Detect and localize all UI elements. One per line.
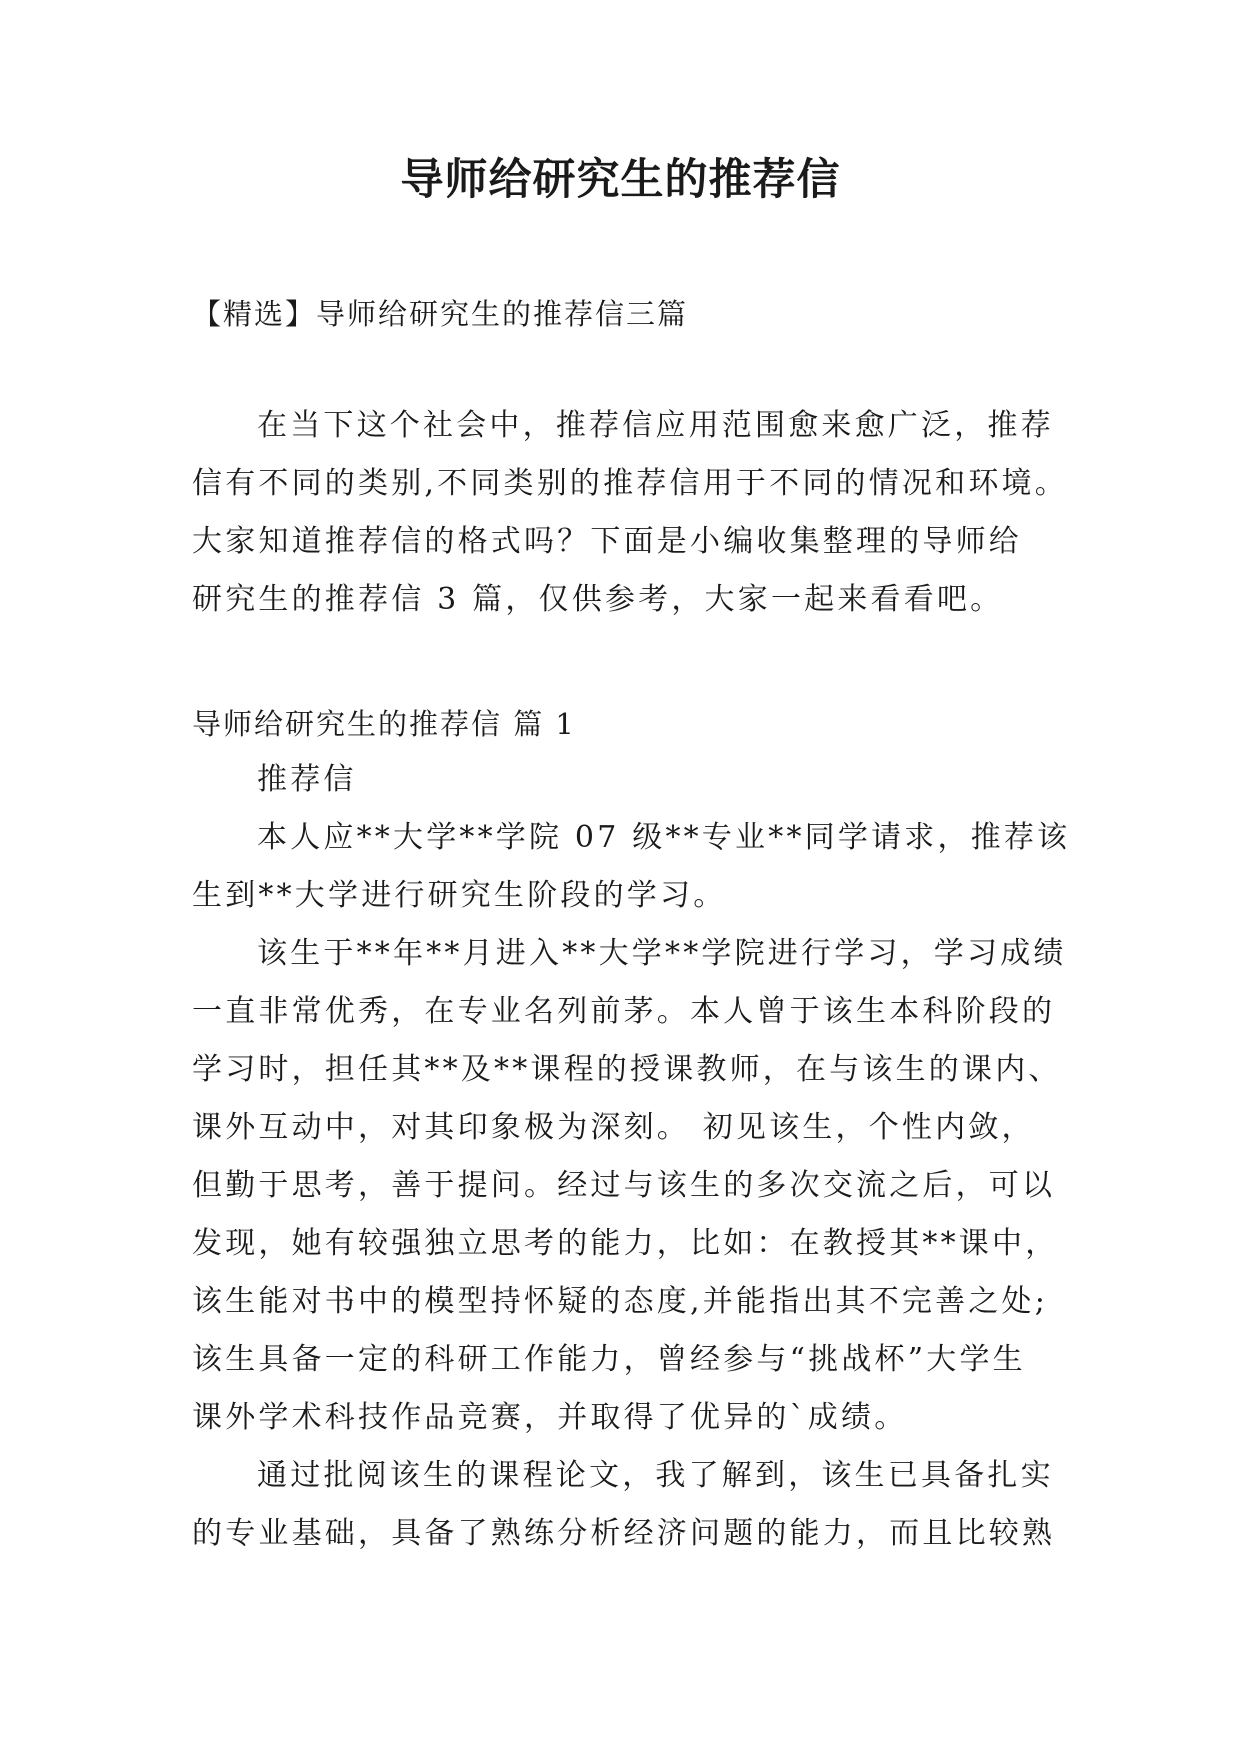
paragraph-line: 大家知道推荐信的格式吗？下面是小编收集整理的导师给 (192, 524, 1022, 559)
paragraph-line: 一直非常优秀，在专业名列前茅。本人曾于该生本科阶段的 (192, 994, 1056, 1029)
paragraph-line: 该生能对书中的模型持怀疑的态度,并能指出其不完善之处; (192, 1284, 1049, 1319)
paragraph-line: 课外学术科技作品竞赛，并取得了优异的`成绩。 (192, 1400, 908, 1435)
paragraph-line: 但勤于思考，善于提问。经过与该生的多次交流之后，可以 (192, 1168, 1056, 1203)
paragraph-line: 信有不同的类别,不同类别的推荐信用于不同的情况和环境。 (192, 466, 1068, 501)
paragraph-line: 生到**大学进行研究生阶段的学习。 (192, 878, 727, 913)
paragraph-line: 该生于**年**月进入**大学**学院进行学习，学习成绩 (257, 936, 1067, 971)
paragraph-line: 通过批阅该生的课程论文，我了解到，该生已具备扎实 (257, 1458, 1054, 1493)
paragraph-line: 课外互动中，对其印象极为深刻。 初见该生，个性内敛， (192, 1110, 1035, 1145)
paragraph-line: 在当下这个社会中，推荐信应用范围愈来愈广泛，推荐 (257, 408, 1054, 443)
paragraph-line: 的专业基础，具备了熟练分析经济问题的能力，而且比较熟 (192, 1516, 1056, 1551)
intro-paragraph (192, 397, 1068, 629)
paragraph-line: 研究生的推荐信 3 篇，仅供参考，大家一起来看看吧。 (192, 582, 1004, 617)
letter-body (192, 751, 1071, 1563)
paragraph-line: 发现，她有较强独立思考的能力，比如：在教授其**课中， (192, 1226, 1059, 1261)
paragraph-line: 学习时，担任其**及**课程的授课教师，在与该生的课内、 (192, 1052, 1062, 1087)
paragraph-line: 该生具备一定的科研工作能力，曾经参与“挑战杯”大学生 (192, 1342, 1026, 1377)
section-heading: 导师给研究生的推荐信 篇 1 (192, 707, 576, 741)
paragraph-line: 本人应**大学**学院 07 级**专业**同学请求，推荐该 (257, 820, 1071, 855)
document-subtitle: 【精选】导师给研究生的推荐信三篇 (192, 297, 689, 331)
document-title: 导师给研究生的推荐信 (400, 155, 841, 205)
letter-heading: 推荐信 (257, 762, 357, 797)
